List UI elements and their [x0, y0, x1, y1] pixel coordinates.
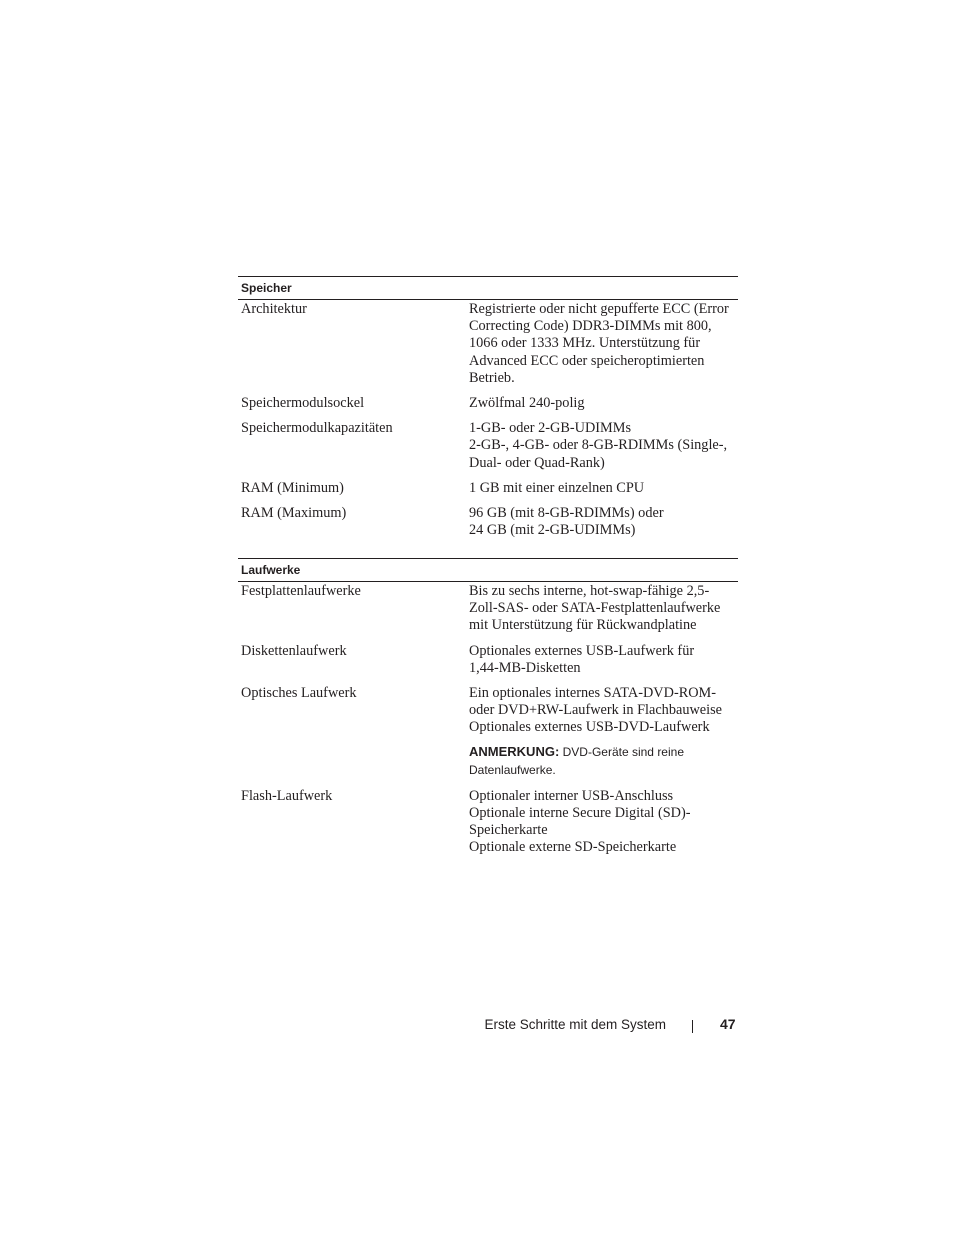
value-line: Bis zu sechs interne, hot-swap-fähige 2,5- — [469, 583, 710, 599]
value-line: 1-GB- oder 2-GB-UDIMMs — [469, 420, 632, 437]
value-line: 1 GB mit einer einzelnen CPU — [469, 479, 645, 496]
value-line: Betrieb. — [469, 369, 515, 386]
value-line: 1,44-MB-Disketten — [469, 659, 581, 676]
value-line: Optionales externes USB-DVD-Laufwerk — [469, 719, 710, 736]
row-label: Speichermodulkapazitäten — [241, 420, 393, 437]
table-row — [238, 301, 738, 387]
value-line: Zwölfmal 240-polig — [469, 395, 585, 412]
row-label: Optisches Laufwerk — [241, 685, 357, 702]
value-line: Optionale externe SD-Speicherkarte — [469, 839, 677, 856]
value-line: Optionaler interner USB-Anschluss — [469, 787, 674, 804]
value-line: 96 GB (mit 8-GB-RDIMMs) oder — [469, 505, 664, 522]
row-value — [466, 505, 738, 539]
table-row — [238, 788, 738, 857]
row-value — [466, 788, 738, 857]
value-line: Ein optionales internes SATA-DVD-ROM- — [469, 685, 717, 702]
value-line: 1066 oder 1333 MHz. Unterstützung für — [469, 335, 701, 352]
section-laufwerke — [238, 558, 738, 856]
value-line: Registrierte oder nicht gepufferte ECC (Error — [469, 301, 729, 317]
table-row — [238, 643, 738, 677]
row-label: Diskettenlaufwerk — [241, 642, 347, 659]
row-label: RAM (Minimum) — [241, 479, 344, 496]
value-line: Advanced ECC oder speicheroptimierten — [469, 352, 705, 369]
page-footer — [0, 1014, 954, 1036]
section-heading: Laufwerke — [238, 558, 738, 582]
footer-chapter-title: Erste Schritte mit dem System — [484, 1017, 666, 1032]
section-heading: Speicher — [238, 276, 738, 300]
row-value — [466, 583, 738, 635]
table-row — [238, 420, 738, 472]
table-row — [238, 505, 738, 539]
row-value — [466, 301, 738, 387]
row-value — [466, 480, 738, 497]
table-row — [238, 583, 738, 635]
row-label: Architektur — [241, 301, 307, 317]
value-line: oder DVD+RW-Laufwerk in Flachbauweise — [469, 702, 723, 719]
footer-separator — [692, 1020, 693, 1033]
table-row — [238, 480, 738, 497]
table-row — [238, 685, 738, 780]
note-text: DVD-Geräte sind reine — [559, 744, 684, 759]
row-value — [466, 395, 738, 412]
value-line: Zoll-SAS- oder SATA-Festplattenlaufwerke — [469, 600, 721, 617]
value-line: 2-GB-, 4-GB- oder 8-GB-RDIMMs (Single-, — [469, 437, 728, 454]
value-line: Dual- oder Quad-Rank) — [469, 454, 605, 471]
page-number: 47 — [720, 1016, 736, 1032]
value-line: 24 GB (mit 2-GB-UDIMMs) — [469, 522, 636, 539]
section-speicher — [238, 276, 738, 539]
note-block — [469, 743, 738, 780]
value-line: Speicherkarte — [469, 822, 548, 839]
row-value — [466, 685, 738, 780]
note-label: ANMERKUNG: — [469, 743, 560, 759]
row-value — [466, 643, 738, 677]
row-label: Speichermodulsockel — [241, 395, 365, 412]
value-line: Correcting Code) DDR3-DIMMs mit 800, — [469, 318, 712, 335]
note-text: Datenlaufwerke. — [469, 763, 556, 778]
value-line: Optionales externes USB-Laufwerk für — [469, 642, 695, 659]
value-line: mit Unterstützung für Rückwandplatine — [469, 617, 697, 634]
row-label: RAM (Maximum) — [241, 505, 347, 522]
row-label: Festplattenlaufwerke — [241, 583, 361, 599]
row-label: Flash-Laufwerk — [241, 787, 333, 804]
row-value — [466, 420, 738, 472]
value-line: Optionale interne Secure Digital (SD)- — [469, 804, 691, 821]
table-row — [238, 395, 738, 412]
